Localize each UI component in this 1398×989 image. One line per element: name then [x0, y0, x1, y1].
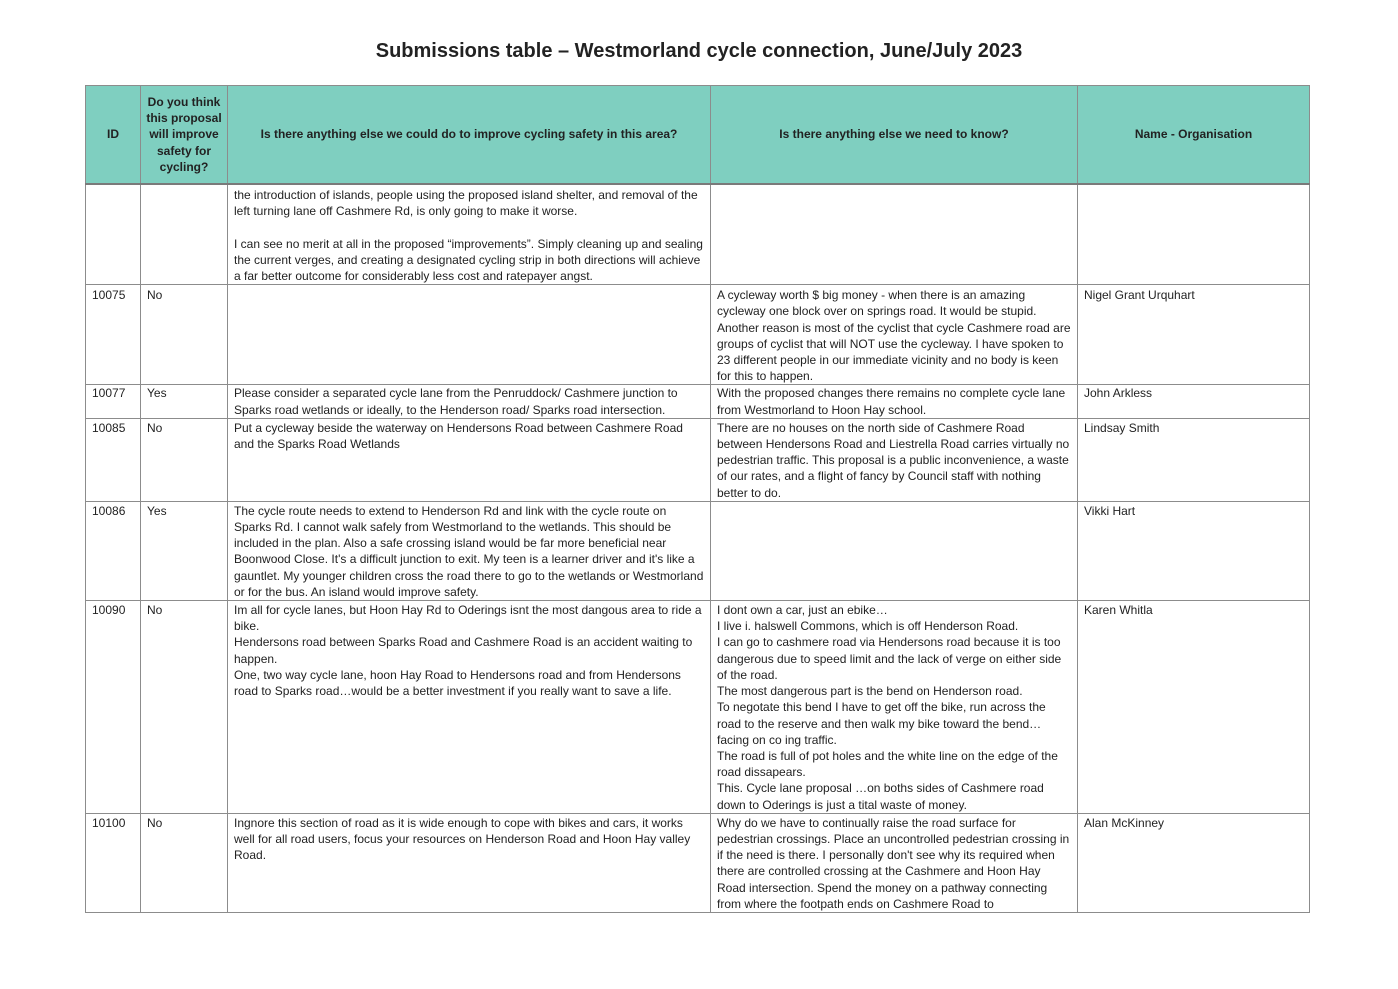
cell-need-to-know: I dont own a car, just an ebike… I live i. halswell Commons, which is off Henderson Road. I can go to cashmere road via Hendersons road because it is too dangerous due to speed limit and the lack of verge on either side of the road. The most dangerous part is the bend on Henderson road. To negotate this bend I have to get off the bike, run across the road to the reserve and then walk my bike toward the bend…facing on co ing traffic. The road is full of pot holes and the white line on the edge of the road dissapears. This. Cycle lane proposal …on boths sides of Cashmere road down to Oderings is just a tital waste of money.	[711, 601, 1078, 814]
cell-improve: No	[141, 285, 228, 385]
header-improve-safety: Do you think this proposal will improve safety for cycling?	[141, 86, 228, 185]
cell-name: Lindsay Smith	[1078, 418, 1310, 501]
cell-name	[1078, 184, 1310, 285]
cell-id: 10077	[86, 385, 141, 418]
cell-id: 10086	[86, 501, 141, 600]
table-row	[86, 418, 1310, 501]
cell-anything-else	[228, 285, 711, 385]
cell-need-to-know: Why do we have to continually raise the road surface for pedestrian crossings. Place an uncontrolled pedestrian crossing in if the need is there. I personally don't see why its required when there are controlled crossing at the Cashmere and Hoon Hay Road intersection. Spend the money on a pathway connecting from where the footpath ends on Cashmere Road to	[711, 813, 1078, 912]
cell-improve: Yes	[141, 501, 228, 600]
cell-anything-else: Im all for cycle lanes, but Hoon Hay Rd to Oderings isnt the most dangous area to ride a bike. Hendersons road between Sparks Road and Cashmere Road is an accident waiting to happen. One, two way cycle lane, hoon Hay Road to Hendersons road and from Hendersons road to Sparks road…would be a better investment if you really want to save a life.	[228, 601, 711, 814]
table-row	[86, 601, 1310, 814]
table-row	[86, 184, 1310, 285]
cell-need-to-know: A cycleway worth $ big money - when there is an amazing cycleway one block over on springs road. It would be stupid. Another reason is most of the cyclist that cycle Cashmere road are groups of cyclist that will NOT use the cycleway. I have spoken to 23 different people in our immediate vicinity and no body is keen for this to happen.	[711, 285, 1078, 385]
cell-name: Alan McKinney	[1078, 813, 1310, 912]
table-row	[86, 813, 1310, 912]
cell-id: 10075	[86, 285, 141, 385]
cell-anything-else: Please consider a separated cycle lane from the Penruddock/ Cashmere junction to Sparks road wetlands or ideally, to the Henderson road/ Sparks road intersection.	[228, 385, 711, 418]
table-row	[86, 501, 1310, 600]
submissions-table	[85, 85, 1310, 913]
cell-improve	[141, 184, 228, 285]
cell-id: 10085	[86, 418, 141, 501]
page-title: Submissions table – Westmorland cycle connection, June/July 2023	[375, 40, 1023, 62]
cell-id	[86, 184, 141, 285]
cell-improve: Yes	[141, 385, 228, 418]
cell-id: 10100	[86, 813, 141, 912]
cell-id: 10090	[86, 601, 141, 814]
cell-anything-else: the introduction of islands, people using the proposed island shelter, and removal of the left turning lane off Cashmere Rd, is only going to make it worse. I can see no merit at all in the proposed “improvements”. Simply cleaning up and sealing the current verges, and creating a designated cycling strip in both directions will achieve a far better outcome for considerably less cost and ratepayer angst.	[228, 184, 711, 285]
table-row	[86, 385, 1310, 418]
cell-need-to-know: There are no houses on the north side of Cashmere Road between Hendersons Road and Liestrella Road carries virtually no pedestrian traffic. This proposal is a public inconvenience, a waste of our rates, and a flight of fancy by Council staff with nothing better to do.	[711, 418, 1078, 501]
cell-anything-else: Put a cycleway beside the waterway on Hendersons Road between Cashmere Road and the Sparks Road Wetlands	[228, 418, 711, 501]
cell-anything-else: Ingnore this section of road as it is wide enough to cope with bikes and cars, it works well for all road users, focus your resources on Henderson Road and Hoon Hay valley Road.	[228, 813, 711, 912]
header-need-to-know: Is there anything else we need to know?	[711, 86, 1078, 185]
cell-anything-else: The cycle route needs to extend to Henderson Rd and link with the cycle route on Sparks Rd. I cannot walk safely from Westmorland to the wetlands. This should be included in the plan. Also a safe crossing island would be far more beneficial near Boonwood Close. It's a difficult junction to exit. My teen is a learner driver and it's like a gauntlet. My younger children cross the road there to go to the wetlands or Westmorland or for the bus. An island would improve safety.	[228, 501, 711, 600]
header-id: ID	[86, 86, 141, 185]
cell-name: Nigel Grant Urquhart	[1078, 285, 1310, 385]
cell-need-to-know	[711, 184, 1078, 285]
cell-need-to-know	[711, 501, 1078, 600]
header-name-organisation: Name - Organisation	[1078, 86, 1310, 185]
cell-need-to-know: With the proposed changes there remains no complete cycle lane from Westmorland to Hoon Hay school.	[711, 385, 1078, 418]
cell-name: Vikki Hart	[1078, 501, 1310, 600]
table-row	[86, 285, 1310, 385]
cell-improve: No	[141, 601, 228, 814]
cell-name: Karen Whitla	[1078, 601, 1310, 814]
cell-improve: No	[141, 813, 228, 912]
table-header-row	[86, 86, 1310, 185]
cell-name: John Arkless	[1078, 385, 1310, 418]
header-anything-else: Is there anything else we could do to improve cycling safety in this area?	[228, 86, 711, 185]
cell-improve: No	[141, 418, 228, 501]
